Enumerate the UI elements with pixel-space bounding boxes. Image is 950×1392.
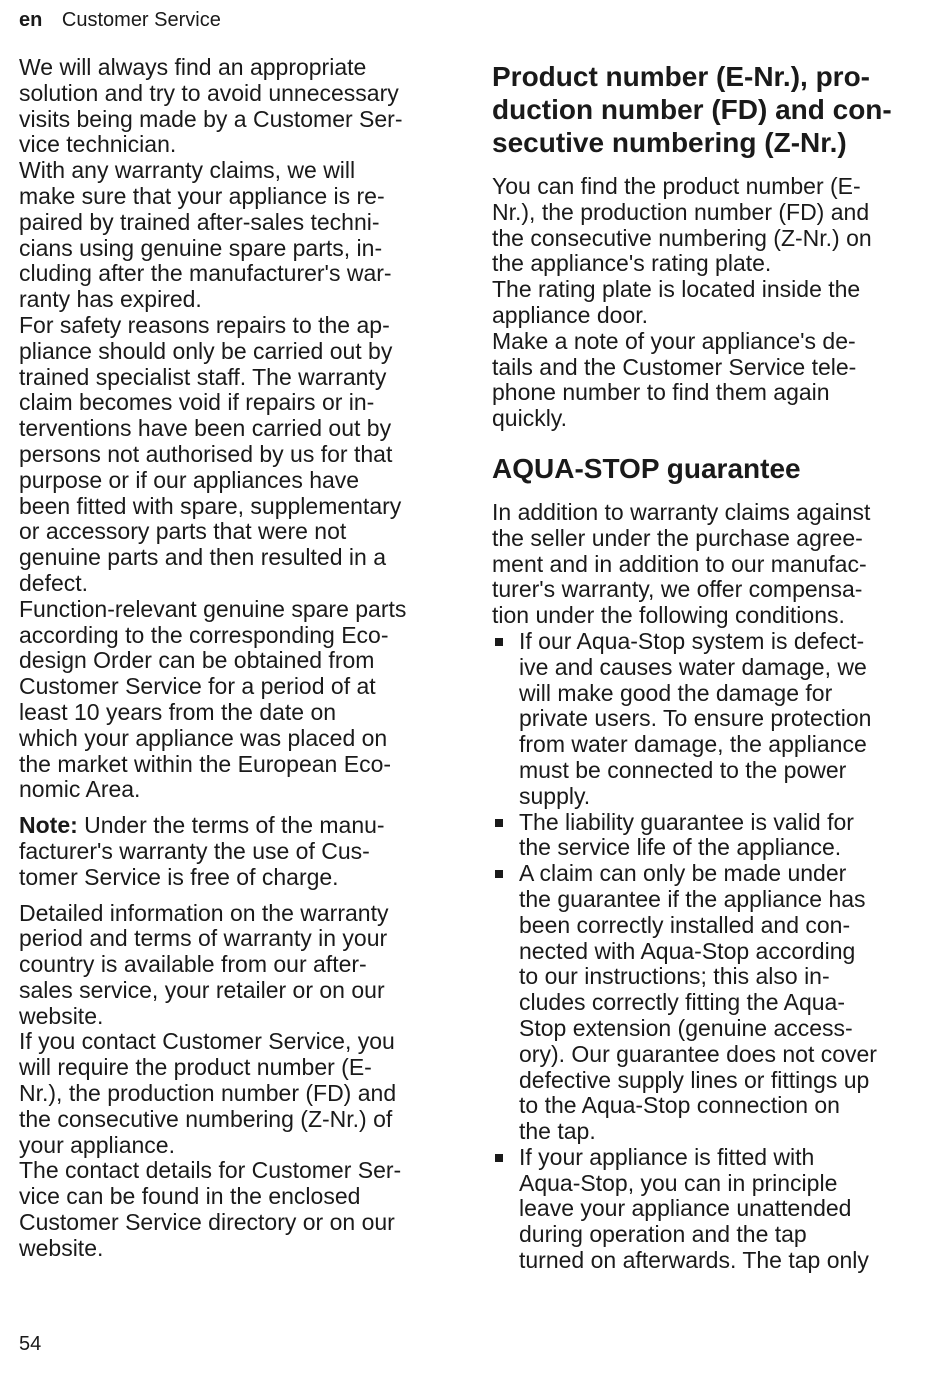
bullet-square-icon bbox=[495, 870, 503, 878]
paragraph: In addition to warranty claims against the seller under the purchase agree- ment and in addition to our manufac- turer's warranty, we offer compensa- tion under the following conditions. bbox=[492, 498, 871, 629]
list-item bbox=[492, 1145, 920, 1274]
language-code: en bbox=[19, 9, 43, 31]
note-label: Note: bbox=[19, 812, 78, 839]
bullet-list bbox=[492, 629, 920, 1274]
paragraph: Detailed information on the warranty period and terms of warranty in your country is available from our after- sales service, your retailer or on our website. bbox=[19, 899, 389, 1029]
right-column bbox=[492, 55, 920, 1274]
list-item-text: If your appliance is fitted with Aqua-Stop, you can in principle leave your appliance unattended during operation and the tap turned on afterwards. The tap only bbox=[519, 1143, 869, 1274]
heading-aqua-stop: AQUA-STOP guarantee bbox=[492, 452, 801, 484]
paragraph: You can find the product number (E- Nr.), the production number (FD) and the consecutive numbering (Z-Nr.) on the appliance's rating plate. bbox=[492, 173, 872, 277]
left-column bbox=[19, 55, 449, 1262]
paragraph: For safety reasons repairs to the ap- pliance should only be carried out by trained specialist staff. The warranty claim becomes void if repairs or in- terventions have been carried out by persons not authorised by us for that purpose or if our appliances have been fitted with spare, supplementary or accessory parts that were not genuine parts and then resulted in a defect. bbox=[19, 311, 402, 596]
list-item bbox=[492, 810, 920, 862]
paragraph: Make a note of your appliance's de- tails and the Customer Service tele- phone number to find them again quickly. bbox=[492, 327, 857, 432]
list-item bbox=[492, 629, 920, 810]
paragraph: With any warranty claims, we will make sure that your appliance is re- paired by trained after-sales techni- cians using genuine spare parts, in- cluding after the manufacturer's war- ranty has expired. bbox=[19, 157, 392, 313]
list-item-text: A claim can only be made under the guarantee if the appliance has been correctly installed and con- nected with Aqua-Stop according to our instructions; this also in- cludes correctly fitting the Aqua- Stop extension (genuine access- ory). Our guarantee does not cover defective supply lines or fittings up to the Aqua-Stop connection on the tap. bbox=[519, 860, 877, 1145]
list-item-text: If our Aqua-Stop system is defect- ive and causes water damage, we will make good the damage for private users. To ensure protection from water damage, the appliance must be connected to the power supply. bbox=[519, 627, 872, 809]
page-number: 54 bbox=[19, 1333, 42, 1355]
bullet-square-icon bbox=[495, 819, 503, 827]
paragraph: The rating plate is located inside the appliance door. bbox=[492, 276, 861, 328]
paragraph: If you contact Customer Service, you will require the product number (E- Nr.), the production number (FD) and the consecutive numbering (Z-Nr.) of your appliance. bbox=[19, 1028, 397, 1158]
section-title: Customer Service bbox=[61, 9, 221, 31]
list-item-text: The liability guarantee is valid for the service life of the appliance. bbox=[519, 808, 854, 861]
heading-product-number: Product number (E-Nr.), pro- duction number (FD) and con- secutive numbering (Z-Nr.) bbox=[492, 61, 892, 158]
note-paragraph bbox=[19, 813, 449, 890]
bullet-square-icon bbox=[495, 1154, 503, 1162]
page-header bbox=[19, 9, 221, 32]
paragraph: The contact details for Customer Ser- vice can be found in the enclosed Customer Service directory or on our website. bbox=[19, 1157, 402, 1261]
list-item bbox=[492, 861, 920, 1145]
paragraph: We will always find an appropriate solution and try to avoid unnecessary visits being made by a Customer Ser- vice technician. bbox=[19, 54, 403, 158]
note-text: Under the terms of the manu- facturer's warranty the use of Cus- tomer Service is free of charge. bbox=[19, 812, 385, 890]
paragraph: Function-relevant genuine spare parts according to the corresponding Eco- design Order can be obtained from Customer Service for a period of at least 10 years from the date on which your appliance was placed on the market within the European Eco- nomic Area. bbox=[19, 595, 407, 803]
bullet-square-icon bbox=[495, 638, 503, 646]
